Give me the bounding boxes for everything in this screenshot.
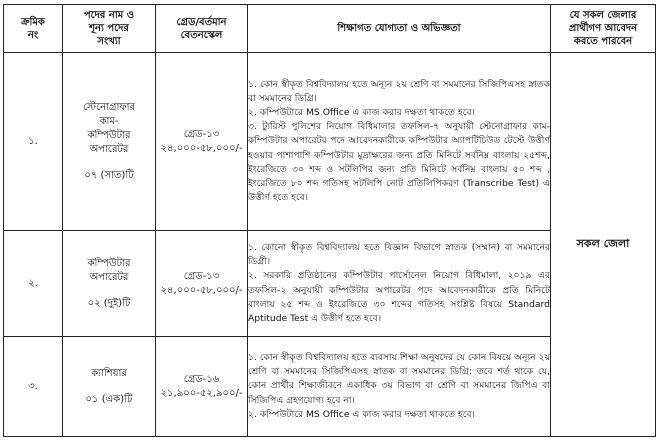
post-cell: [63, 337, 156, 437]
job-vacancy-table: [3, 4, 656, 437]
header-district-line: যে সকল জেলার: [569, 10, 637, 21]
requirement-item: ২. সরকারি প্রতিষ্ঠানের কম্পিউটার পার্সোনেল নিয়োগ বিধিমালা, ২০১৯ এর তফসিল-২ অনুযায়ী কম্পিউটার অপারেটর পদে আবেদনকারীকে প্রতি মিনিটে বাংলায় ২৫ শব্দ ও ইংরেজিতে ৩০ শব্দের গতিসহ সংশ্লিষ্ট বিষয়ে Standard Aptitude Test এ উত্তীর্ণ হতে হবে।: [248, 270, 550, 324]
header-grade-line: বেতনস্কেল: [180, 29, 223, 41]
requirement-item: ১. কোনো স্বীকৃত বিশ্ববিদ্যালয় হতে বিজ্ঞান বিভাগে স্নাতক (সম্মান) বা সমমানের ডিগ্রী।: [248, 241, 550, 268]
header-serial-line: নং: [27, 29, 39, 41]
pay-scale: ২৪,০০০-৫৮,০০০/-: [160, 284, 243, 296]
requirement-item: ২. কম্পিউটারে MS Office এ কাজ করার দক্ষতা থাকতে হবে।: [248, 408, 475, 420]
post-name: কম্পিউটার: [87, 257, 131, 269]
header-grade-line: গ্রেড/বর্তমান: [176, 16, 227, 28]
spacer: [63, 157, 155, 169]
grade-cell: [156, 337, 248, 437]
serial-cell: ২.: [4, 231, 63, 337]
vacancy-count: ০৭ (সাত)টি: [84, 169, 134, 181]
requirement-item: ২. কম্পিউটারে MS Office এ কাজ করার দক্ষতা থাকতে হবে।: [248, 106, 475, 118]
header-grade: [156, 5, 248, 53]
post-name: স্টেনোগ্রাফার: [82, 101, 136, 113]
grade-label: গ্রেড-১৩: [183, 128, 220, 140]
requirements-cell: [248, 231, 551, 337]
header-district-line: করতে পারবেন: [573, 36, 633, 47]
post-name: কম্পিউটার: [87, 129, 131, 141]
header-serial-line: ক্রমিক: [21, 16, 45, 28]
requirement-item: ১. কোন স্বীকৃত বিশ্ববিদ্যালয় হতে ব্যবসায় শিক্ষা অনুষদের যে কোন বিষয়ে অন্যূন ২য় শ্রেণি বা সমমানের সিজিপিএসহ স্নাতক বা সমমানের ডিগ্রি: তবে শর্ত থাকে যে, কোন প্রার্থীর শিক্ষাজীবনে একাধিক ৩য় বিভাগ বা শ্রেণি বা সমমানের জিপিএ বা সিজিপিএ গ্রহণযোগ্য হবে না।: [248, 351, 550, 406]
spacer: [63, 285, 155, 297]
header-post-line: সংখ্যা: [97, 36, 121, 47]
post-cell: [63, 231, 156, 337]
header-post: [63, 5, 156, 53]
requirement-item: ৩. ট্যুরিস্ট পুলিশের নিয়োগ বিধিমালার তফসিল-৭ অনুযায়ী স্টেনোগ্রাফার কাম-কম্পিউটার অপারেটর পদে আবেদনকারীকে কম্পিউটার অ্যাপটিচিউড টেস্টে উত্তীর্ণ হওয়ার পাশাপাশি কম্পিউটার মুদ্রাক্ষরের জন্য প্রতি মিনিটে সর্বনিম্ন বাংলায় ২৫শব্দ, ইংরেজিতে ৩০ শব্দ ও সটলিপির জন্য প্রতি মিনিটে সর্বনিম্ন বাংলায় ৫০ শব্দ , ইংরেজিতে ৮০ শব্দ গতিসহ সটলিপি নোট প্রতিলিপিকরণ (Transcribe Test) এ উত্তীর্ণ হতে হবে।: [248, 121, 550, 204]
serial-cell: ৩.: [4, 337, 63, 437]
grade-cell: [156, 53, 248, 231]
header-qualification: শিক্ষাগত যোগ্যতা ও অভিজ্ঞতা: [248, 5, 551, 53]
grade-label: গ্রেড-১৬: [183, 373, 220, 385]
header-district: [551, 5, 656, 53]
post-name: ক্যাশিয়ার: [91, 367, 127, 379]
table-row: [4, 53, 656, 231]
pay-scale: ২৪,০০০-৫৮,০০০/-: [160, 142, 243, 154]
grade-cell: [156, 231, 248, 337]
pay-scale: ২১,৯০০-৫২,৯০০/-: [160, 387, 243, 399]
grade-label: গ্রেড-১৩: [183, 270, 220, 282]
vacancy-count: ০১ (এক)টি: [85, 393, 133, 405]
vacancy-count: ০২ (দুই)টি: [87, 297, 131, 309]
header-serial: [4, 5, 63, 53]
post-name: অপারেটর: [89, 143, 129, 155]
header-district-line: প্রার্থীগণ আবেদন: [568, 23, 638, 34]
serial-cell: ১.: [4, 53, 63, 231]
requirement-item: ১. কোন স্বীকৃত বিশ্ববিদ্যালয় হতে অন্যূন ২য় শ্রেণি বা সমমানের সিজিপিএসহ স্নাতক বা সমমানের ডিগ্রি।: [248, 78, 550, 104]
requirements-cell: [248, 53, 551, 231]
header-post-line: পদের নাম ও: [83, 10, 135, 21]
requirements-cell: [248, 337, 551, 437]
post-cell: [63, 53, 156, 231]
spacer: [63, 381, 155, 393]
post-name: অপারেটর: [89, 271, 129, 283]
header-row: [4, 5, 656, 53]
post-name: কাম-: [99, 115, 119, 127]
district-cell: সকল জেলা: [551, 53, 656, 437]
header-post-line: শূন্য পদের: [89, 23, 129, 34]
